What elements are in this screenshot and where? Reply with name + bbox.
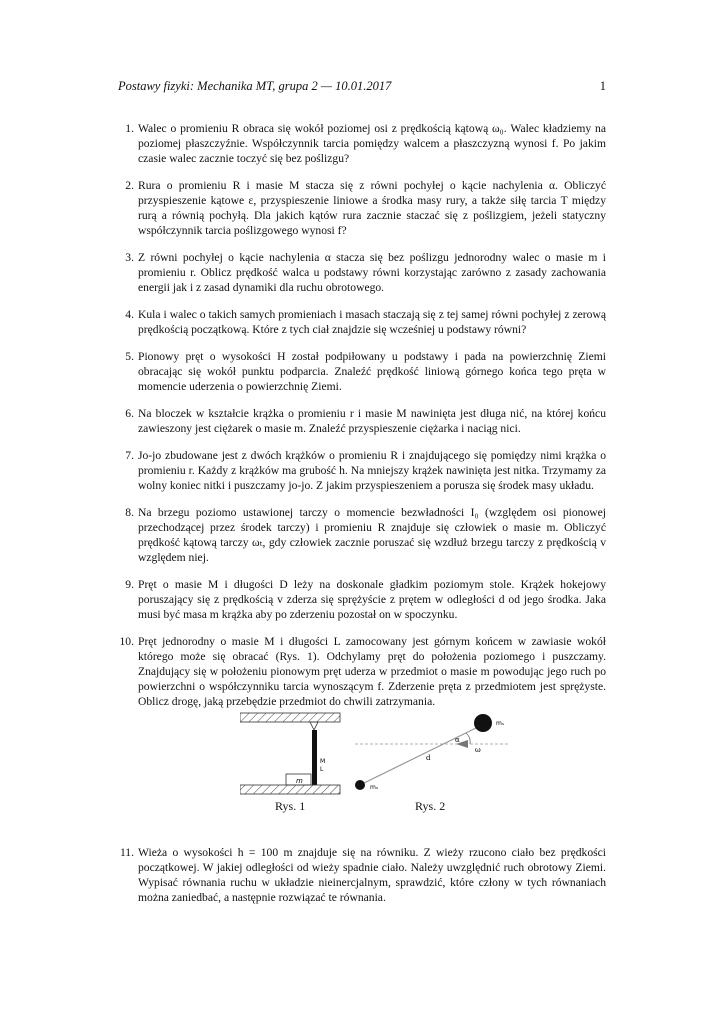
rod <box>312 730 317 785</box>
floor-hatch <box>240 785 340 794</box>
problem-text: Walec o promieniu R obraca się wokół poziomej osi z prędkością kątową ω₀. Walec kładziemy na poziomej płaszczyźnie. Współczynnik tarcia pomiędzy walcem a płaszczyzną wynosi f. Po jakim czasie walec zacznie toczyć się bez poślizgu? <box>138 122 606 165</box>
figures <box>240 705 520 815</box>
problem-11 <box>118 845 606 905</box>
problem-number: 7. <box>125 449 134 462</box>
problem-text: Rura o promieniu R i masie M stacza się z równi pochyłej o kącie nachylenia α. Obliczyć przyspieszenie kątowe ε, przyspieszenie liniowe a środka masy rury, a także siłę tarcia T między rurą a równią pochyłą. Dla jakich kątów rura zacznie staczać się z poślizgiem, jeżeli statyczny współczynnik tarcia poślizgowego wynosi f? <box>138 179 606 237</box>
problem-text: Na brzegu poziomo ustawionej tarczy o momencie bezwładności I₀ (względem osi pionowej przechodzącej przez środek tarczy) i promieniu R znajduje się człowiek o masie m. Obliczyć prędkość kątową tarczy ωₜ, gdy człowiek zacznie poruszać się wzdłuż brzegu tarczy z prędkością v względem niej. <box>138 506 606 564</box>
block-label: m <box>296 777 303 785</box>
rod-length-label: L <box>320 766 324 773</box>
figure-2-caption: Rys. 2 <box>415 799 446 813</box>
page-header <box>118 79 606 94</box>
figure-2 <box>355 714 510 791</box>
mass-top <box>474 714 492 732</box>
problem-1 <box>118 121 606 166</box>
problem-list <box>118 121 606 721</box>
page-number: 1 <box>599 79 606 93</box>
mass-bottom-label: mₛ <box>370 784 379 791</box>
angle-label: α <box>455 736 460 744</box>
problem-text: Z równi pochyłej o kącie nachylenia α stacza się bez poślizgu jednorodny walec o masie m i promieniu r. Oblicz prędkość walca u podstawy równi korzystając zarówno z zasady zachowania energii jak i z zasad dynamiki dla ruchu obrotowego. <box>138 251 606 294</box>
problem-text: Wieża o wysokości h = 100 m znajduje się na równiku. Z wieży rzucono ciało bez prędkości początkowej. W jakiej odległości od wieży spadnie ciało. Należy uwzględnić ruch obrotowy Ziemi. Wypisać równania ruchu w układzie nieinercjalnym, sprawdzić, które człony w tych równaniach można zaniedbać, a następnie rozwiązać te równania. <box>138 846 606 904</box>
problem-number: 2. <box>125 179 134 192</box>
omega-label: ω <box>475 746 481 754</box>
problem-2 <box>118 178 606 238</box>
problem-text: Na bloczek w kształcie krążka o promieniu r i masie M nawinięta jest długa nić, na której końcu zawieszony jest ciężarek o masie m. Znaleźć przyspieszenie ciężarka i naciąg nici. <box>138 407 606 435</box>
problem-8 <box>118 505 606 565</box>
problem-number: 4. <box>125 308 134 321</box>
rod-mass-label: M <box>320 758 326 765</box>
ceiling-hatch <box>240 713 340 722</box>
problem-number: 10. <box>119 635 134 648</box>
hinge-icon <box>310 722 318 730</box>
problem-5 <box>118 349 606 394</box>
problem-text: Jo-jo zbudowane jest z dwóch krążków o promieniu R i znajdującego się pomiędzy nimi krążka o promieniu r. Każdy z krążków ma grubość h. Na mniejszy krążek nawinięta jest nitka. Trzymamy za wolny koniec nitki i puszczamy jo-jo. Z jakim przyspieszeniem a porusza się środek masy układu. <box>138 449 606 492</box>
problem-10 <box>118 634 606 709</box>
figure-1 <box>240 713 340 794</box>
mass-bottom <box>355 780 365 790</box>
problem-number: 1. <box>125 122 134 135</box>
problem-text: Pręt o masie M i długości D leży na doskonale gładkim poziomym stole. Krążek hokejowy poruszający się z prędkością v zderza się sprężyście z prętem w odległości d od jego środka. Jaka musi być masa m krążka aby po zderzeniu pozostał on w spoczynku. <box>138 578 606 621</box>
problem-number: 6. <box>125 407 134 420</box>
mass-top-label: mₛ <box>496 720 505 727</box>
problem-list-continued <box>118 845 606 917</box>
problem-text: Kula i walec o takich samych promieniach i masach staczają się z tej samej równi pochyłej z zerową prędkością początkową. Które z tych ciał znajdzie się wcześniej u podstawy równi? <box>138 308 606 336</box>
problem-text: Pionowy pręt o wysokości H został podpiłowany u podstawy i pada na powierzchnię Ziemi obracając się wokół punktu podparcia. Znaleźć prędkość liniową górnego końca tego pręta w momencie uderzenia o powierzchnię Ziemi. <box>138 350 606 393</box>
problem-number: 8. <box>125 506 134 519</box>
problem-3 <box>118 250 606 295</box>
problem-number: 5. <box>125 350 134 363</box>
problem-text: Pręt jednorodny o masie M i długości L zamocowany jest górnym końcem w zawiasie wokół którego może się obracać (Rys. 1). Odchylamy pręt do położenia poziomego i puszczamy. Znajdujący się w położeniu pionowym pręt uderza w przedmiot o masie m powodując jego ruch po powierzchni o współczynniku tarcia wynoszącym f. Zderzenie pręta z przedmiotem jest sprężyste. Oblicz drogę, jaką przebędzie przedmiot do chwili zatrzymania. <box>138 635 606 708</box>
distance-label: d <box>426 754 431 762</box>
problem-7 <box>118 448 606 493</box>
header-title: Postawy fizyki: Mechanika MT, grupa 2 — 10.01.2017 <box>118 79 392 93</box>
problem-number: 11. <box>119 846 134 859</box>
problem-9 <box>118 577 606 622</box>
problem-4 <box>118 307 606 337</box>
figure-1-caption: Rys. 1 <box>275 799 306 813</box>
problem-number: 9. <box>125 578 134 591</box>
problem-number: 3. <box>125 251 134 264</box>
problem-6 <box>118 406 606 436</box>
trajectory-line <box>360 726 480 785</box>
